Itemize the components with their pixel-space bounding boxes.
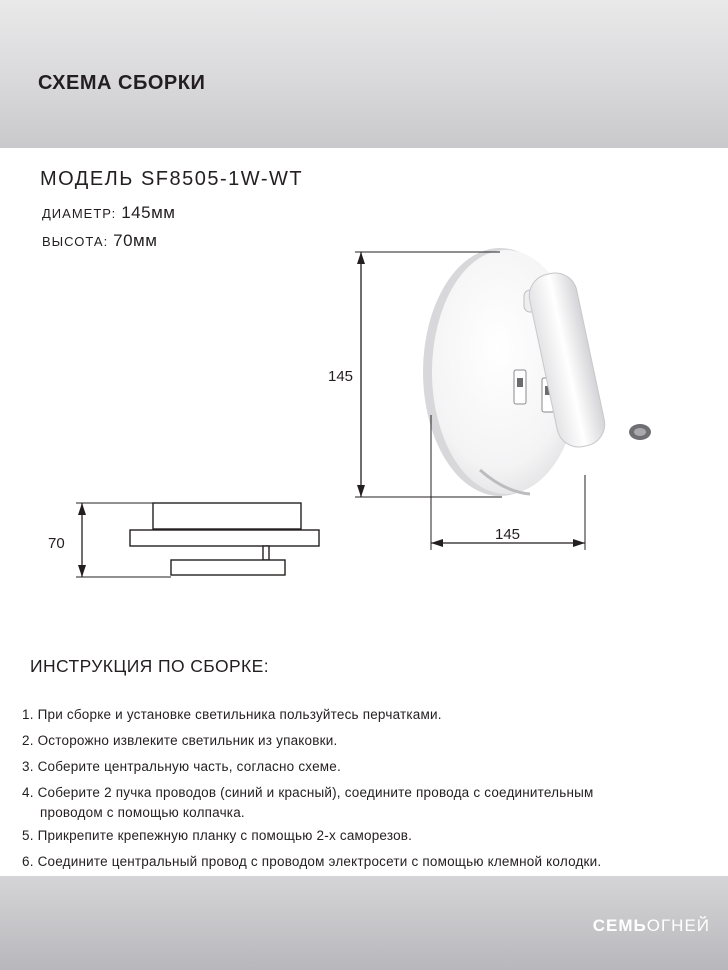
- lamp-front-view: [423, 248, 651, 496]
- instruction-step: 3. Соберите центральную часть, согласно схеме.: [22, 759, 341, 774]
- side-top-plate: [153, 503, 301, 529]
- front-height-label: 145: [328, 368, 354, 385]
- instruction-step: [22, 780, 712, 823]
- switch-left-toggle: [517, 378, 523, 387]
- side-bottom-plate: [171, 560, 285, 575]
- led-lens-inner: [634, 428, 646, 436]
- front-width-label: 145: [495, 526, 521, 543]
- instruction-step: 5. Прикрепите крепежную планку с помощью 2-х саморезов.: [22, 828, 413, 843]
- height-label: ВЫСОТА:: [42, 234, 109, 249]
- lamp-side-view: [130, 503, 319, 575]
- instruction-list: [22, 702, 712, 875]
- brand-logo: [593, 916, 710, 936]
- diameter-label: ДИАМЕТР:: [42, 206, 117, 221]
- brand-light: ОГНЕЙ: [646, 916, 710, 935]
- instruction-step: 1. При сборке и установке светильника пользуйтесь перчатками.: [22, 707, 442, 722]
- height-value: 70мм: [113, 231, 158, 250]
- brand-bold: СЕМЬ: [592, 916, 647, 935]
- side-connector: [263, 546, 269, 560]
- side-middle-plate: [130, 530, 319, 546]
- instruction-step: 2. Осторожно извлеките светильник из упаковки.: [22, 733, 338, 748]
- instructions-heading: ИНСТРУКЦИЯ ПО СБОРКЕ:: [30, 656, 269, 676]
- diameter-value: 145мм: [121, 203, 176, 222]
- instruction-step-continuation: проводом с помощью колпачка.: [40, 805, 245, 820]
- page-title: СХЕМА СБОРКИ: [38, 72, 206, 94]
- side-height-label: 70: [48, 535, 65, 552]
- instruction-step-text: 4. Соберите 2 пучка проводов (синий и красный), соедините провода с соединительным: [22, 785, 594, 800]
- model-name: МОДЕЛЬ SF8505-1W-WT: [40, 168, 304, 190]
- instruction-step: 6. Соедините центральный провод с проводом электросети с помощью клемной колодки.: [22, 854, 602, 869]
